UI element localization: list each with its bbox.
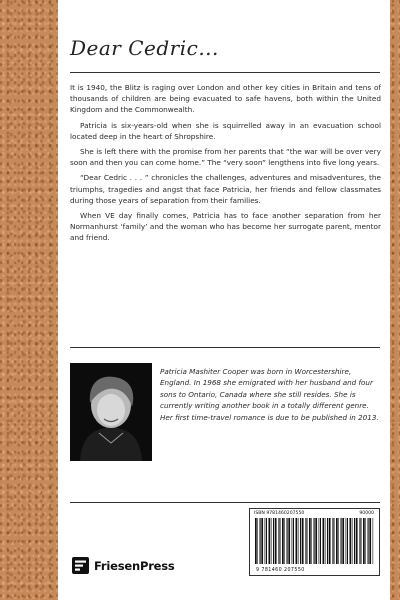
divider-bottom [70, 502, 380, 503]
divider-top [70, 72, 380, 73]
barcode-digits: 9 781460 207550 [256, 568, 305, 573]
synopsis [70, 82, 381, 248]
synopsis-paragraph: “Dear Cedric . . . ” chronicles the challenges, adventures and misadventures, the triumphs, tragedies and angst that face Patricia, her friends and fellow classmates during those years of separation from their families. [70, 173, 381, 205]
book-title: Dear Cedric... [70, 36, 219, 60]
publisher-name: FriesenPress [94, 558, 175, 573]
publisher-logo [72, 557, 175, 574]
synopsis-paragraph: Patricia is six-years-old when she is squirrelled away in an evacuation school located deep in the heart of Shropshire. [70, 120, 381, 141]
price-code: 90000 [359, 511, 374, 516]
publisher-icon [72, 557, 89, 574]
author-bio: Patricia Mashiter Cooper was born in Worcestershire, England. In 1968 she emigrated with her husband and four sons to Ontario, Canada where she still resides. She is currently writing another book in a totally different genre. Her first time-travel romance is due to be published in 2013. [160, 367, 379, 422]
isbn-barcode [249, 508, 380, 576]
synopsis-paragraph: It is 1940, the Blitz is raging over London and other key cities in Britain and tens of thousands of children are being evacuated to safe havens, both within the United Kingdom and the Commonwealth. [70, 83, 381, 115]
isbn-label: ISBN 9781460207550 [254, 511, 305, 516]
synopsis-paragraph: When VE day finally comes, Patricia has to face another separation from her Normanhurst ‘family’ and the woman who has become her surrogate parent, mentor and friend. [70, 211, 381, 243]
synopsis-paragraph: She is left there with the promise from her parents that “the war will be over very soon and then you can come home.” The “very soon” lengthens into five long years. [70, 147, 381, 168]
barcode-bars [255, 518, 375, 564]
author-photo [70, 363, 152, 461]
divider-middle [70, 347, 380, 348]
